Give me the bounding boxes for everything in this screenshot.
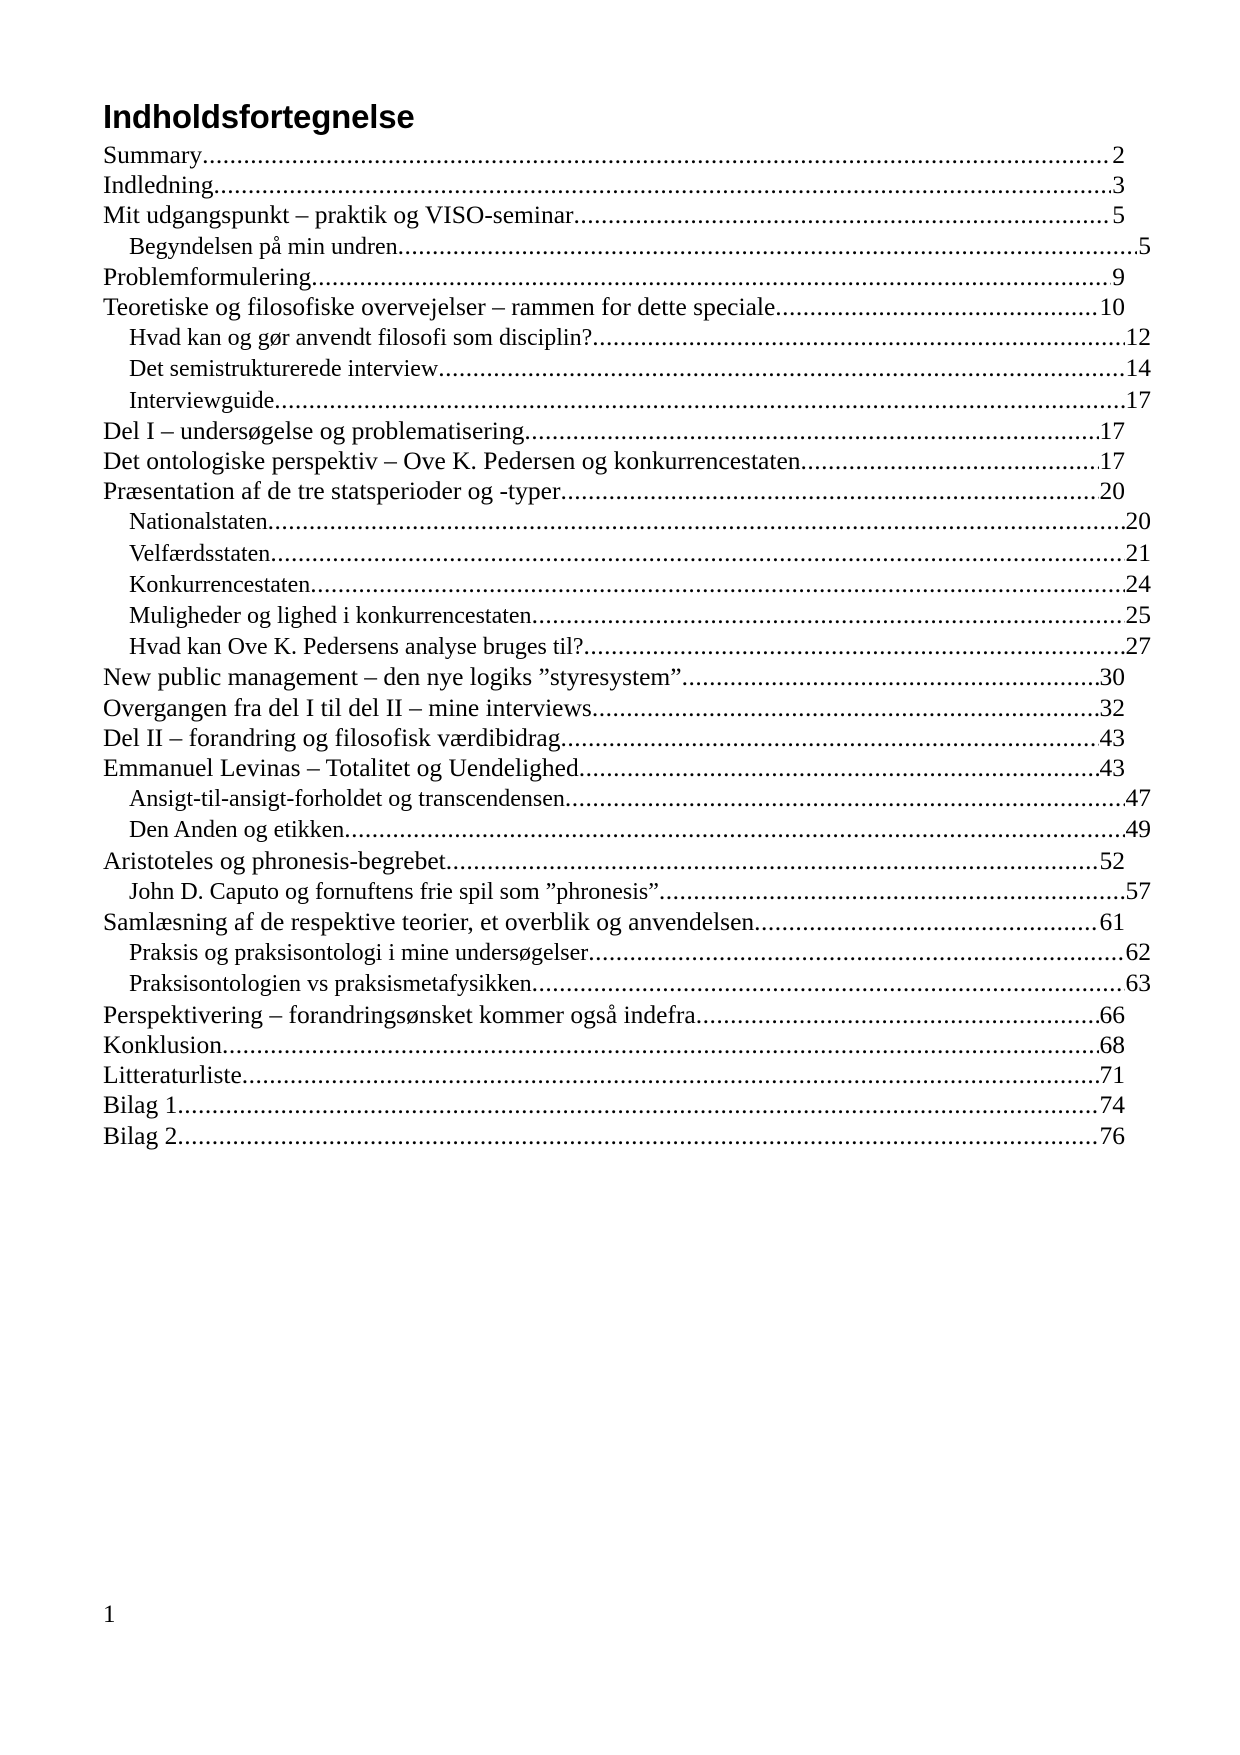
toc-entry-page-number: 5 [1112,200,1125,230]
toc-dot-leader [775,292,1098,322]
toc-entry-title: Ansigt-til-ansigt-forholdet og transcendensen [129,786,565,813]
toc-entry-page-number: 63 [1125,968,1151,998]
toc-entry[interactable] [103,600,1151,631]
toc-entry[interactable] [103,753,1125,783]
toc-entry-page-number: 24 [1125,568,1151,598]
toc-entry-title: Del II – forandring og filosofisk værdibidrag [103,722,561,752]
toc-entry[interactable] [103,476,1125,506]
toc-entry-title: Del I – undersøgelse og problematisering [103,415,525,445]
toc-entry-title: Interviewguide [129,387,275,414]
toc-entry-title: Bilag 2 [103,1120,178,1150]
toc-entry-title: Aristoteles og phronesis-begrebet [103,845,446,875]
toc-entry-page-number: 25 [1125,600,1151,630]
toc-entry[interactable] [103,1000,1125,1030]
toc-dot-leader [584,631,1125,661]
toc-entry-page-number: 10 [1099,292,1125,322]
toc-entry-page-number: 66 [1099,999,1125,1029]
toc-entry-page-number: 3 [1112,170,1125,200]
toc-entry[interactable] [103,538,1151,569]
toc-entry-title: Begyndelsen på min undren [129,233,398,260]
toc-dot-leader [682,662,1099,692]
toc-entry[interactable] [103,907,1125,937]
toc-entry-title: Nationalstaten [129,509,268,536]
toc-entry[interactable] [103,322,1151,353]
toc-entry[interactable] [103,292,1125,322]
toc-dot-leader [561,723,1099,753]
toc-content [103,96,1151,1151]
toc-entry-page-number: 43 [1099,722,1125,752]
toc-dot-leader [524,416,1098,446]
toc-entry[interactable] [103,231,1151,262]
toc-entry-title: Summary [103,140,203,169]
toc-entry[interactable] [103,846,1125,876]
toc-entry-title: Konklusion [103,1029,223,1059]
toc-entry[interactable] [103,170,1125,200]
toc-entry-page-number: 9 [1112,261,1125,291]
toc-dot-leader [242,1060,1099,1090]
toc-dot-leader [560,476,1098,506]
toc-entry-title: Muligheder og lighed i konkurrencestaten [129,603,532,630]
toc-dot-leader [579,753,1099,783]
toc-entry-title: Det semistrukturerede interview [129,356,439,383]
table-of-contents [103,140,1151,1151]
toc-entry[interactable] [103,1030,1125,1060]
toc-dot-leader [592,693,1099,723]
toc-dot-leader [438,353,1124,383]
toc-entry[interactable] [103,200,1125,230]
toc-dot-leader [696,1000,1099,1030]
toc-entry[interactable] [103,631,1151,662]
toc-dot-leader [270,538,1124,568]
toc-entry-page-number: 27 [1125,631,1151,661]
toc-entry-page-number: 74 [1099,1090,1125,1120]
toc-entry[interactable] [103,1121,1125,1151]
toc-dot-leader [588,937,1124,967]
toc-entry[interactable] [103,353,1151,384]
toc-entry-page-number: 32 [1099,692,1125,722]
toc-entry-title: Bilag 1 [103,1090,178,1120]
toc-entry-title: Problemformulering [103,261,312,291]
toc-entry-page-number: 52 [1099,845,1125,875]
toc-entry-title: Emmanuel Levinas – Totalitet og Uendelighed [103,753,579,783]
toc-entry-page-number: 61 [1099,907,1125,937]
toc-entry-page-number: 71 [1099,1060,1125,1090]
toc-entry-page-number: 12 [1125,322,1151,352]
footer-page-number: 1 [103,1601,116,1628]
toc-entry-title: Hvad kan og gør anvendt filosofi som disciplin? [129,325,593,352]
toc-dot-leader [344,814,1124,844]
toc-entry[interactable] [103,385,1151,416]
toc-entry[interactable] [103,1060,1125,1090]
toc-entry[interactable] [103,968,1151,999]
toc-entry-title: Hvad kan Ove K. Pedersens analyse bruges til? [129,634,584,661]
toc-dot-leader [801,446,1099,476]
toc-dot-leader [310,569,1124,599]
toc-entry-title: Indledning [103,170,214,200]
toc-dot-leader [754,907,1098,937]
toc-entry-page-number: 62 [1125,937,1151,967]
toc-dot-leader [446,846,1099,876]
toc-dot-leader [398,231,1138,261]
toc-entry[interactable] [103,416,1125,446]
toc-entry-title: Den Anden og etikken [129,817,345,844]
toc-dot-leader [177,1090,1098,1120]
toc-entry-page-number: 30 [1099,662,1125,692]
toc-entry-page-number: 17 [1125,384,1151,414]
toc-entry[interactable] [103,876,1151,907]
toc-entry[interactable] [103,1090,1125,1120]
toc-entry[interactable] [103,937,1151,968]
toc-entry-title: Velfærdsstaten [129,540,271,567]
toc-entry[interactable] [103,140,1125,170]
toc-entry-title: Præsentation af de tre statsperioder og -typer [103,476,561,506]
toc-entry-page-number: 5 [1138,230,1151,260]
toc-dot-leader [222,1030,1098,1060]
toc-entry-page-number: 76 [1099,1120,1125,1150]
toc-entry-title: Konkurrencestaten [129,571,311,598]
page-title: Indholdsfortegnelse [103,98,415,135]
toc-entry-title: Praksis og praksisontologi i mine undersøgelser [129,940,589,967]
toc-entry-page-number: 57 [1125,875,1151,905]
toc-entry-title: Samlæsning af de respektive teorier, et overblik og anvendelsen [103,907,755,937]
toc-dot-leader [202,140,1111,170]
toc-entry[interactable] [103,693,1125,723]
toc-entry[interactable] [103,506,1151,537]
toc-entry-title: Perspektivering – forandringsønsket kommer også indefra [103,999,696,1029]
toc-dot-leader [592,322,1124,352]
toc-dot-leader [274,385,1124,415]
toc-dot-leader [659,876,1125,906]
toc-entry-page-number: 43 [1099,753,1125,783]
toc-entry-title: New public management – den nye logiks ”styresystem” [103,662,682,692]
toc-entry-title: Mit udgangspunkt – praktik og VISO-seminar [103,200,574,230]
toc-entry[interactable] [103,569,1151,600]
toc-dot-leader [268,506,1125,536]
toc-dot-leader [177,1121,1098,1151]
toc-entry-page-number: 14 [1125,353,1151,383]
toc-entry-page-number: 2 [1112,140,1125,169]
toc-entry-page-number: 20 [1099,476,1125,506]
toc-entry-title: John D. Caputo og fornuftens frie spil som ”phronesis” [129,878,659,905]
toc-entry-page-number: 20 [1125,506,1151,536]
toc-dot-leader [532,968,1125,998]
toc-entry[interactable] [103,783,1151,814]
toc-entry[interactable] [103,446,1125,476]
toc-dot-leader [574,200,1112,230]
toc-entry-page-number: 17 [1099,415,1125,445]
toc-entry-title: Praksisontologien vs praksismetafysikken [129,971,532,998]
toc-dot-leader [565,783,1125,813]
toc-entry-title: Overgangen fra del I til del II – mine interviews [103,692,592,722]
toc-entry-title: Litteraturliste [103,1060,242,1090]
toc-entry[interactable] [103,662,1125,692]
toc-entry-page-number: 17 [1099,446,1125,476]
toc-entry[interactable] [103,814,1151,845]
toc-entry-page-number: 68 [1099,1029,1125,1059]
toc-dot-leader [311,262,1111,292]
toc-entry[interactable] [103,262,1125,292]
toc-entry-title: Det ontologiske perspektiv – Ove K. Pedersen og konkurrencestaten [103,446,801,476]
toc-entry[interactable] [103,723,1125,753]
toc-entry-page-number: 47 [1125,783,1151,813]
toc-entry-page-number: 21 [1125,537,1151,567]
toc-dot-leader [213,170,1111,200]
toc-entry-title: Teoretiske og filosofiske overvejelser – rammen for dette speciale [103,292,776,322]
toc-entry-page-number: 49 [1125,814,1151,844]
toc-dot-leader [532,600,1125,630]
